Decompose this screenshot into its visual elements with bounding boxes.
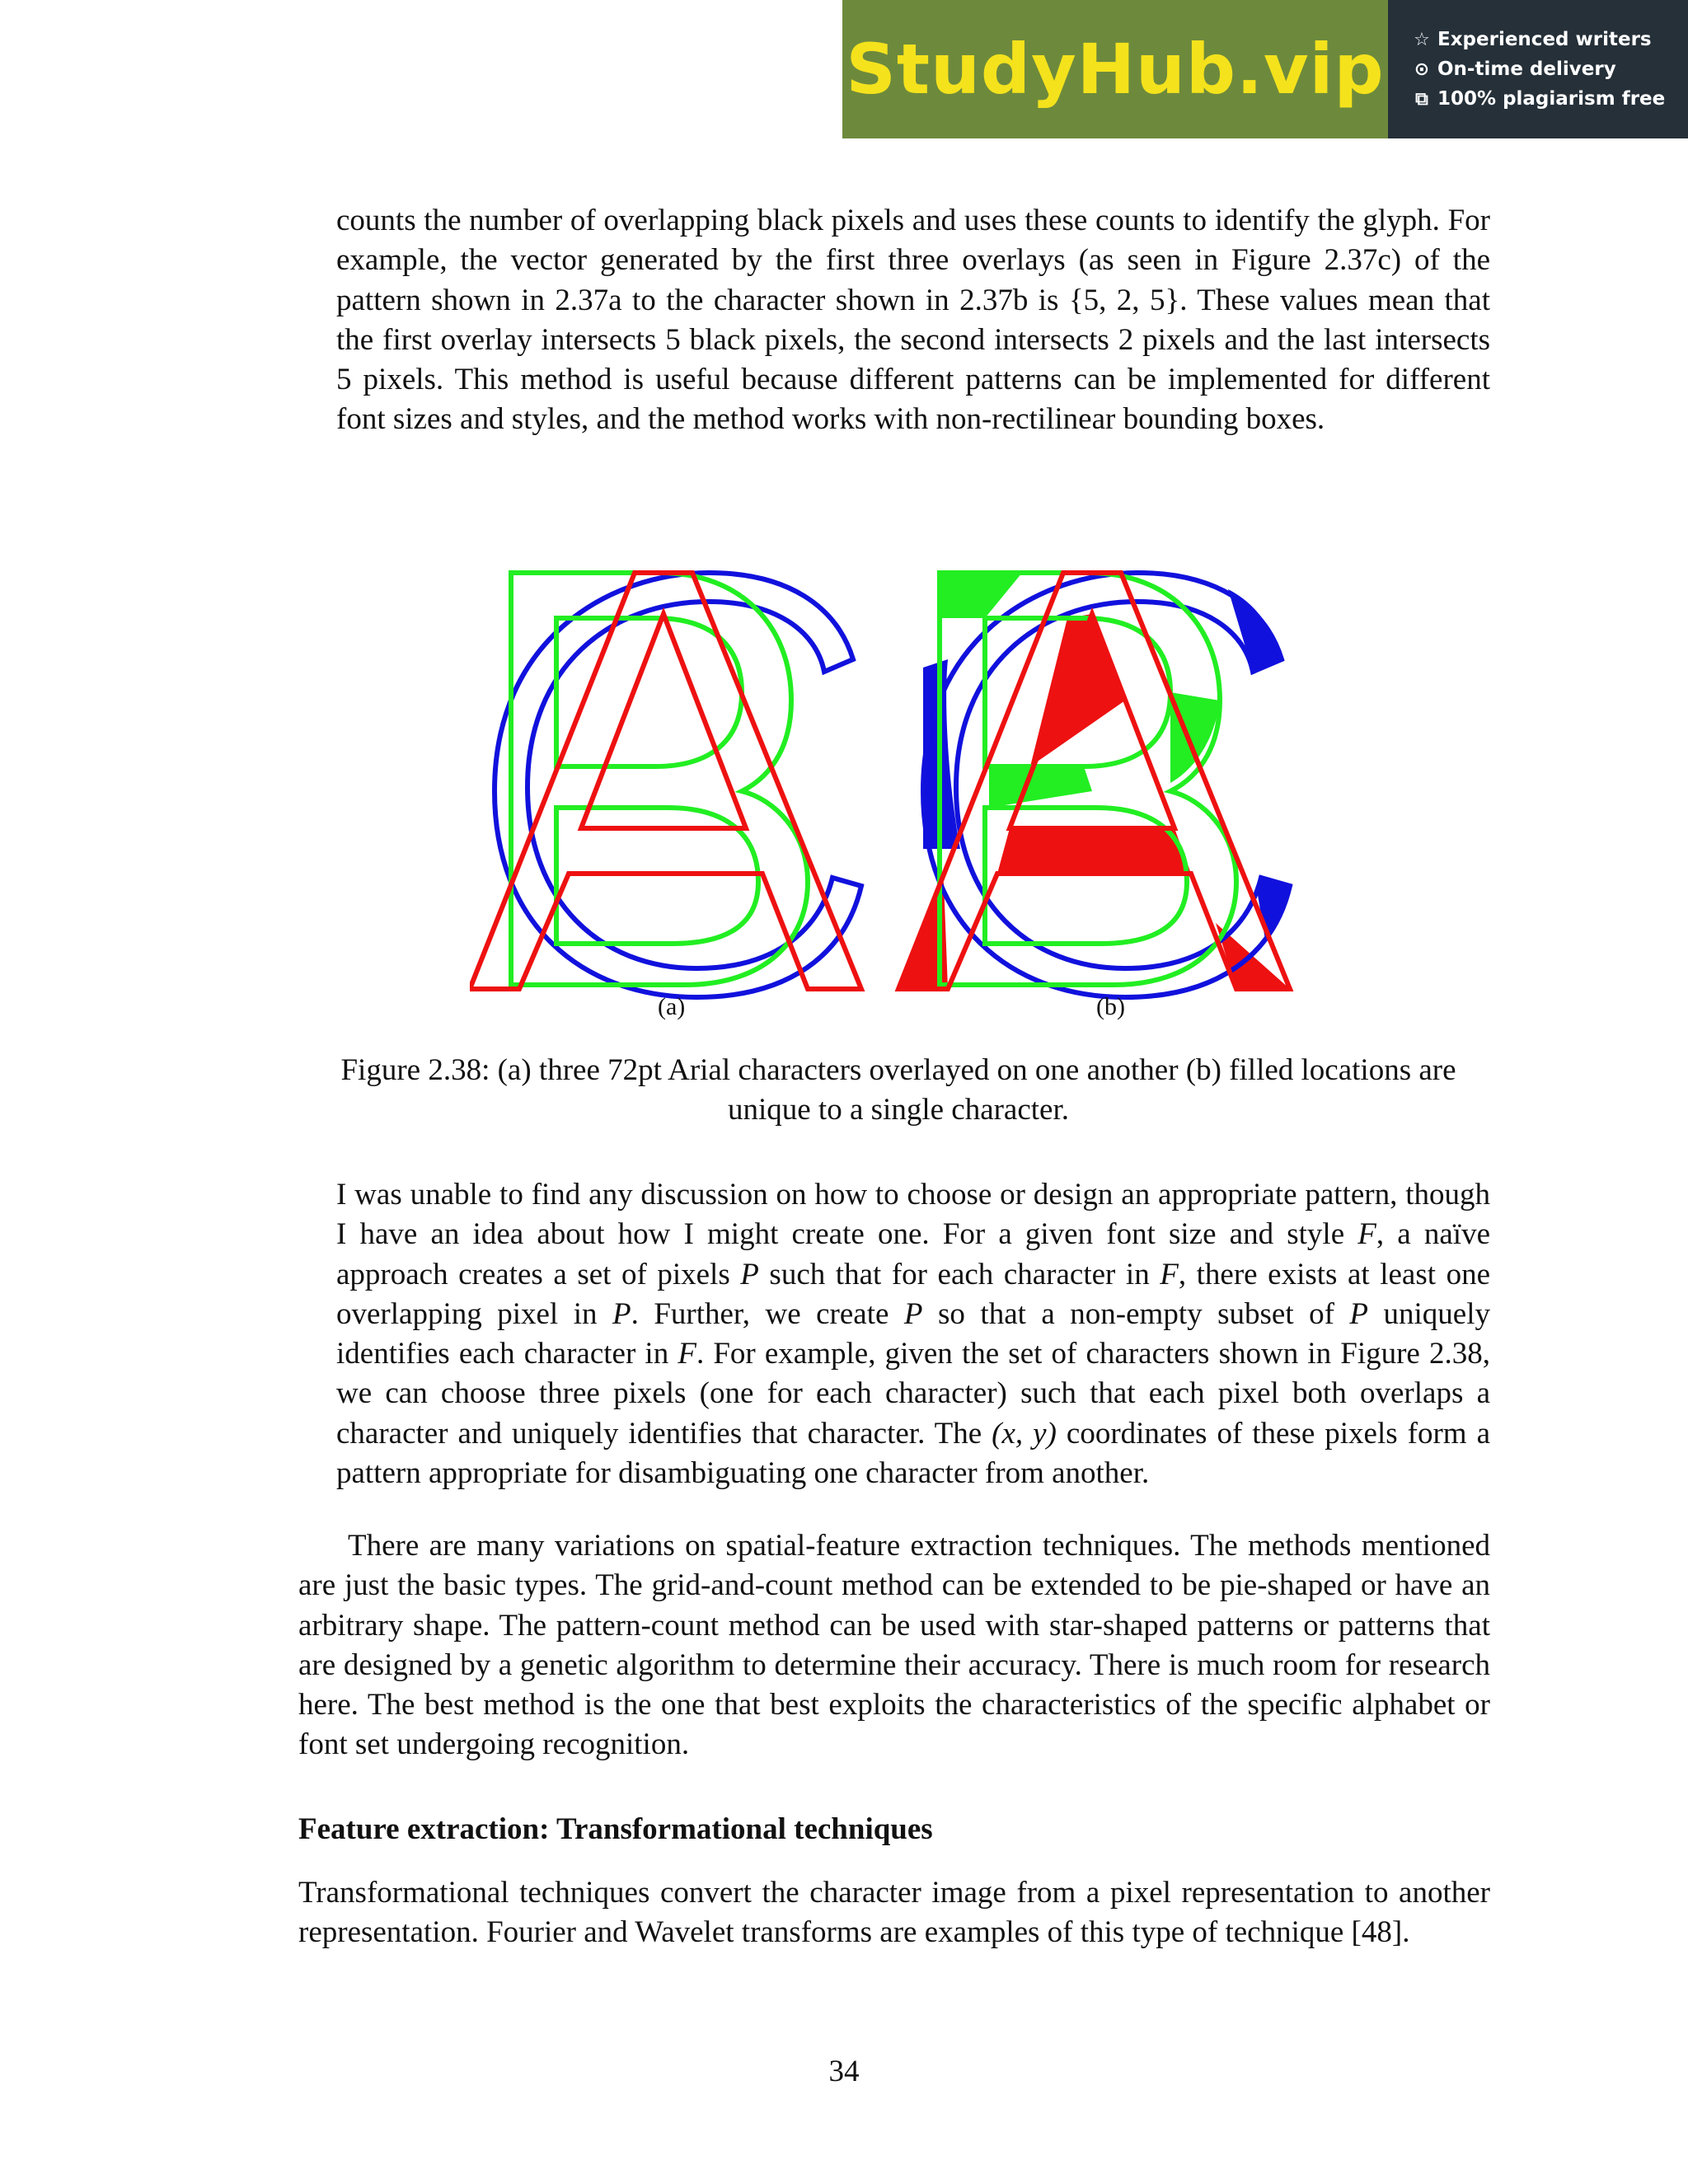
body-paragraph: There are many variations on spatial-feature extraction techniques. The methods mentioned are just the basic types. The grid-and-count method can be extended to be pie-shaped or have an arbitrary shape. The pattern-count method can be used with star-shaped patterns or patterns that are designed by a genetic algorithm to determine their accuracy. There is much room for research here. The best method is the one that best exploits the characteristics of the specific alphabet or font set undergoing recognition.	[298, 1529, 1490, 1762]
body-paragraph	[336, 1175, 1490, 1493]
page-number: 34	[828, 2055, 860, 2088]
clock-icon: ⊙	[1414, 59, 1430, 80]
math-variable: P	[612, 1296, 631, 1331]
brand-name: StudyHub.vip	[846, 29, 1385, 110]
feature-item	[1411, 29, 1688, 50]
star-outline-icon: ☆	[1414, 29, 1430, 50]
math-variable: (x, y)	[992, 1416, 1057, 1451]
copy-icon: ⧉	[1415, 88, 1428, 110]
text-run: , a naïve approach creates a set of pixels	[336, 1217, 1491, 1291]
text-run: . For example, given the set of characters shown in Figure 2.38, we can choose three pixels (one for each character) such that each pixel both overlaps a character and uniquely identifies that character. The	[336, 1337, 1490, 1451]
brand-logo[interactable]	[842, 0, 1388, 138]
text-run: . Further, we create	[631, 1296, 904, 1331]
math-variable: F	[678, 1337, 696, 1371]
figure-2-38	[470, 536, 1327, 1030]
subfigure-a-label: (a)	[658, 993, 686, 1020]
figure-caption: Figure 2.38: (a) three 72pt Arial characters overlayed on one another (b) filled locations are unique to a single character.	[340, 1053, 1456, 1127]
body-paragraph: Transformational techniques convert the character image from a pixel representation to another representation. Fourier and Wavelet transforms are examples of this type of technique [48].	[298, 1876, 1490, 1950]
feature-label: On-time delivery	[1437, 59, 1616, 80]
feature-label: 100% plagiarism free	[1437, 88, 1666, 110]
math-variable: P	[740, 1257, 759, 1291]
text-run: so that a non-empty subset of	[922, 1296, 1350, 1331]
math-variable: F	[1160, 1257, 1179, 1291]
feature-item	[1411, 88, 1688, 110]
text-run: uniquely identifies each character in	[336, 1296, 1490, 1371]
subfigure-b-label: (b)	[1096, 993, 1125, 1020]
text-run: coordinates of these pixels form a pattern appropriate for disambiguating one character from another.	[336, 1416, 1490, 1491]
math-variable: P	[1349, 1296, 1369, 1331]
math-variable: F	[1357, 1217, 1376, 1252]
feature-item	[1411, 59, 1688, 80]
section-heading: Feature extraction: Transformational techniques	[298, 1812, 933, 1846]
text-run: such that for each character in	[758, 1257, 1160, 1291]
math-variable: P	[903, 1296, 923, 1331]
subfigure-a-overlay	[470, 573, 861, 997]
text-run: I was unable to find any discussion on how to choose or design an appropriate pattern, though I have an idea about how I might create one. For a given font size and style	[336, 1178, 1490, 1252]
text-run: , there exists at least one overlapping pixel in	[336, 1257, 1490, 1331]
body-paragraph: counts the number of overlapping black pixels and uses these counts to identify the glyph. For example, the vector generated by the first three overlays (as seen in Figure 2.37c) of the pattern shown in 2.37a to the character shown in 2.37b is {5, 2, 5}. These values mean that the first overlay intersects 5 black pixels, the second intersects 2 pixels and the last intersects 5 pixels. This method is useful because different patterns can be implemented for different font sizes and styles, and the method works with non-rectilinear bounding boxes.	[336, 204, 1490, 437]
feature-label: Experienced writers	[1437, 29, 1652, 50]
subfigure-b-unique	[898, 573, 1290, 997]
feature-list	[1388, 0, 1688, 138]
studyhub-banner[interactable]	[842, 0, 1688, 138]
